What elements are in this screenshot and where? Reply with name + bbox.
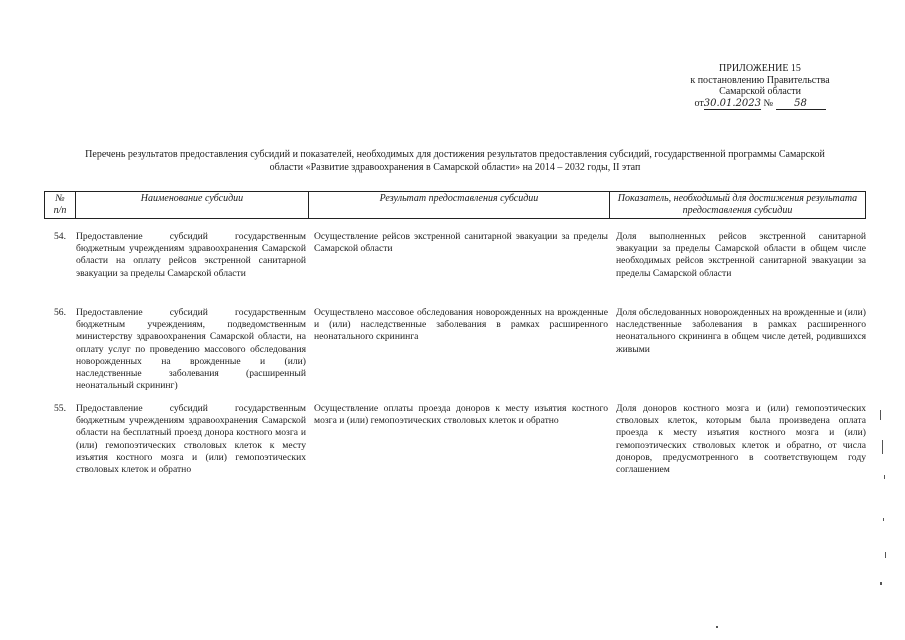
scan-mark xyxy=(880,582,882,585)
scan-mark xyxy=(885,552,886,558)
row-indicator: Доля выполненных рейсов экстренной санитарной эвакуации за пределы Самарской области в общем числе необходимых рейсов экстренной санитарной эвакуации за пределы Самарской области xyxy=(616,231,866,279)
row-result: Осуществление рейсов экстренной санитарной эвакуации за пределы Самарской области xyxy=(314,231,608,255)
appendix-date-number xyxy=(660,98,860,111)
date-prefix: от xyxy=(694,97,704,109)
table-row xyxy=(44,298,866,394)
header-indicator-line2: предоставления субсидии xyxy=(682,205,793,216)
appendix-line2: Самарской области xyxy=(719,86,801,97)
table-row xyxy=(44,222,866,298)
handwritten-date: 30.01.2023 xyxy=(703,97,761,109)
document-title xyxy=(40,149,870,174)
row-indicator: Доля доноров костного мозга и (или) гемопоэтических стволовых клеток, которым была произведена оплата проезда к месту изъятия костного мозга и (или) гемопоэтических стволовых клеток и обратно, от числа доноров, предусмотренного в соответствующем году соглашением xyxy=(616,403,866,476)
header-num-line2: п/п xyxy=(53,205,67,216)
scan-mark xyxy=(884,475,885,479)
row-num: 54. xyxy=(54,231,66,242)
header-indicator-line1: Показатель, необходимый для достижения результата xyxy=(617,193,858,204)
scan-mark xyxy=(883,518,884,521)
title-line-2: области «Развитие здравоохранения в Самарской области» на 2014 – 2032 годы, II этап xyxy=(269,161,641,173)
scan-mark xyxy=(880,410,881,420)
table-row xyxy=(44,394,866,504)
header-result: Результат предоставления субсидии xyxy=(309,192,610,219)
row-result: Осуществлено массовое обследования новорожденных на врожденные и (или) наследственные заболевания в рамках расширенного неонатального скрининга xyxy=(314,307,608,343)
row-num: 55. xyxy=(54,403,66,414)
table-body xyxy=(44,222,866,504)
header-num-line1: № xyxy=(55,193,65,204)
appendix-block xyxy=(660,63,860,110)
row-name: Предоставление субсидий государственным бюджетным учреждениям здравоохранения Самарской области на оплату рейсов экстренной санитарной эвакуации за пределы Самарской области xyxy=(76,231,306,279)
header-indicator xyxy=(610,192,866,219)
header-num xyxy=(45,192,76,219)
scan-mark xyxy=(882,440,883,454)
scan-mark xyxy=(716,626,718,628)
row-num: 56. xyxy=(54,307,66,318)
number-prefix: № xyxy=(763,97,774,109)
table-header xyxy=(44,191,866,219)
row-indicator: Доля обследованных новорожденных на врожденные и (или) наследственные заболевания в рамках расширенного неонатального скрининга в общем числе детей, родившихся живыми xyxy=(616,307,866,355)
appendix-line1: к постановлению Правительства xyxy=(690,74,830,86)
handwritten-number: 58 xyxy=(776,98,826,111)
header-name: Наименование субсидии xyxy=(76,192,309,219)
appendix-title: ПРИЛОЖЕНИЕ 15 xyxy=(719,63,801,74)
row-result: Осуществление оплаты проезда доноров к месту изъятия костного мозга и (или) гемопоэтических стволовых клеток и обратно xyxy=(314,403,608,427)
title-line-1: Перечень результатов предоставления субсидий и показателей, необходимых для достижения результатов предоставления субсидий, государственной программы Самарской xyxy=(85,149,825,160)
row-name: Предоставление субсидий государственным бюджетным учреждениям здравоохранения Самарской области на бесплатный проезд донора костного мозга и (или) гемопоэтических стволовых клеток к месту изъятия костного мозга и (или) гемопоэтических стволовых клеток и обратно xyxy=(76,403,306,476)
row-name: Предоставление субсидий государственным бюджетным учреждениям, подведомственным министерству здравоохранения Самарской области, на оплату услуг по проведению массового обследования новорожденных на врожденные и (или) наследственные заболевания (расширенный неонатальный скрининг) xyxy=(76,307,306,392)
